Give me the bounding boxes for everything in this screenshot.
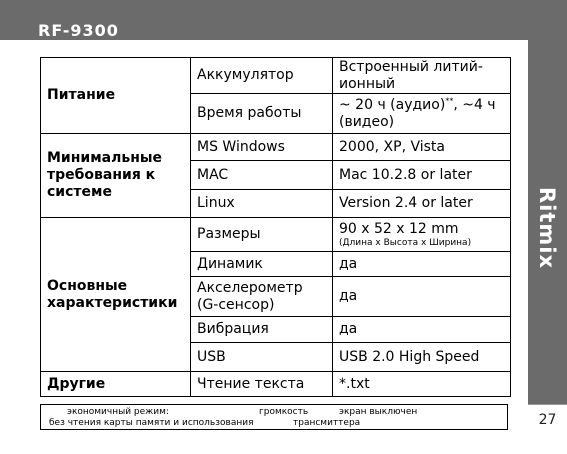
usb-value: USB 2.0 High Speed bbox=[333, 343, 511, 372]
linux-label: Linux bbox=[191, 190, 333, 218]
runtime-value: ~ 20 ч (аудио)**, ~4 ч (видео) bbox=[333, 94, 511, 134]
model-title: RF-9300 bbox=[38, 21, 119, 40]
footnote bbox=[40, 404, 508, 430]
battery-value: Встроенный литий-ионный bbox=[333, 58, 511, 94]
page-number: 27 bbox=[528, 404, 567, 435]
windows-value: 2000, XP, Vista bbox=[333, 134, 511, 161]
size-note: (Длина х Высота х Ширина) bbox=[339, 237, 472, 248]
linux-value: Version 2.4 or later bbox=[333, 190, 511, 218]
footnote-text: трансмиттера bbox=[293, 418, 361, 428]
category-power: Питание bbox=[41, 58, 191, 134]
footnote-text: громкость bbox=[259, 407, 309, 417]
brand-logo: Ritmix bbox=[535, 186, 559, 270]
table-row bbox=[41, 58, 511, 94]
category-requirements: Минимальные требования к системе bbox=[41, 134, 191, 218]
spec-table bbox=[40, 57, 511, 397]
mac-label: MAC bbox=[191, 161, 333, 190]
size-label: Размеры bbox=[191, 218, 333, 252]
table-row bbox=[41, 134, 511, 161]
speaker-value: да bbox=[333, 252, 511, 277]
category-main: Основные характеристики bbox=[41, 218, 191, 372]
footnote-text: экономичный режим: bbox=[67, 407, 169, 417]
footnote-text: без чтения карты памяти и использования bbox=[49, 418, 254, 428]
table-row bbox=[41, 372, 511, 397]
runtime-label: Время работы bbox=[191, 94, 333, 134]
mac-value: Mac 10.2.8 or later bbox=[333, 161, 511, 190]
table-row bbox=[41, 218, 511, 252]
windows-label: MS Windows bbox=[191, 134, 333, 161]
text-reading-label: Чтение текста bbox=[191, 372, 333, 397]
accelerometer-label: Акселерометр (G-сенсор) bbox=[191, 277, 333, 317]
vibration-label: Вибрация bbox=[191, 317, 333, 343]
text-reading-value: *.txt bbox=[333, 372, 511, 397]
category-other: Другие bbox=[41, 372, 191, 397]
size-value: 90 x 52 x 12 mm (Длина х Высота х Ширина) bbox=[333, 218, 511, 252]
speaker-label: Динамик bbox=[191, 252, 333, 277]
footnote-text: экран выключен bbox=[339, 407, 418, 417]
battery-label: Аккумулятор bbox=[191, 58, 333, 94]
accelerometer-value: да bbox=[333, 277, 511, 317]
vibration-value: да bbox=[333, 317, 511, 343]
usb-label: USB bbox=[191, 343, 333, 372]
